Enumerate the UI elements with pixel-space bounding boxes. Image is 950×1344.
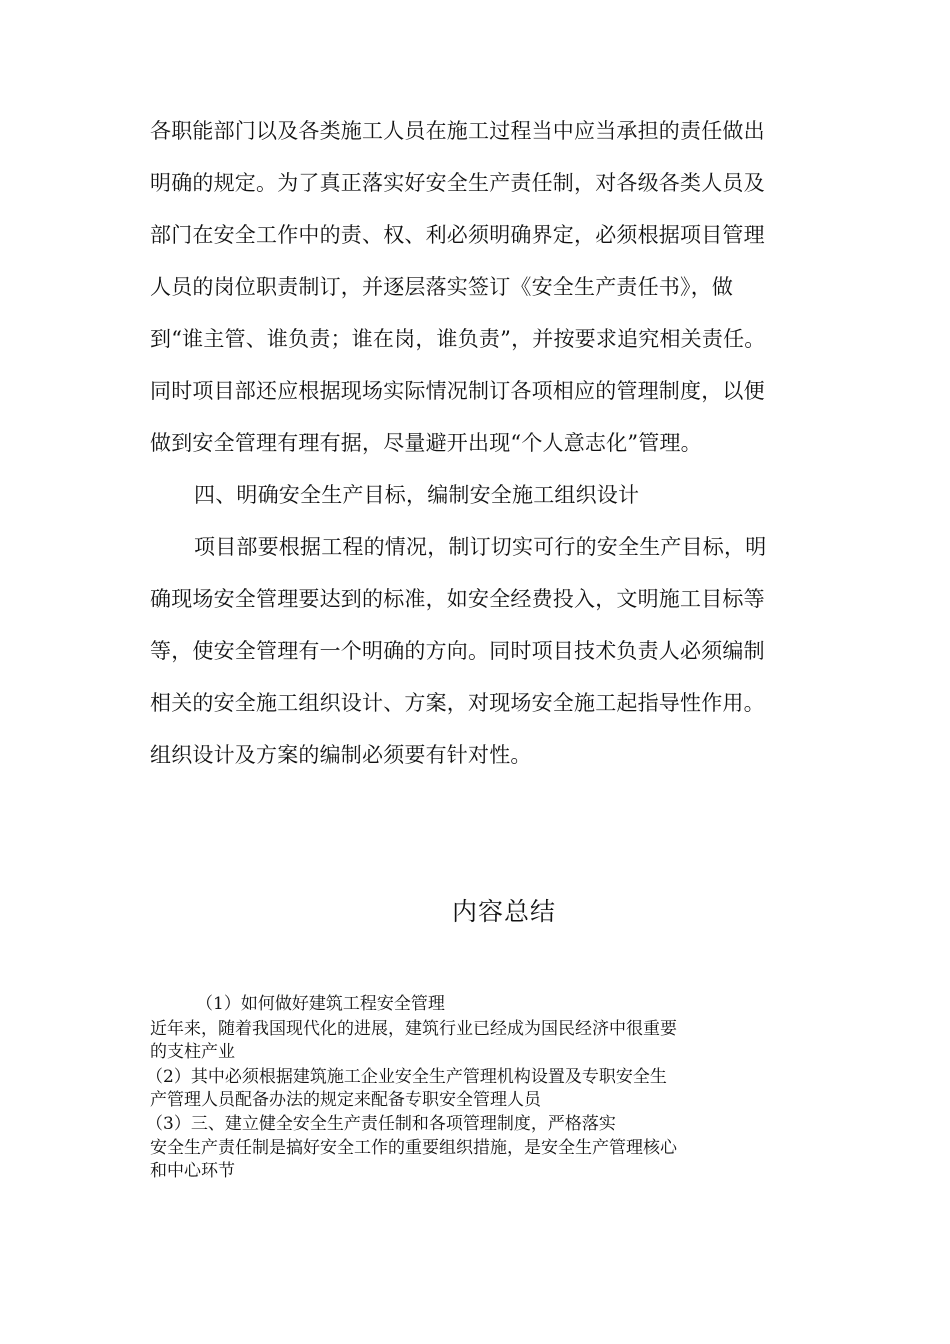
summary-line: （3）三、建立健全安全生产责任制和各项管理制度，严格落实 bbox=[146, 1114, 616, 1134]
paragraph-line: 确现场安全管理要达到的标准，如安全经费投入，文明施工目标等 bbox=[150, 587, 765, 611]
summary-line: 的支柱产业 bbox=[150, 1042, 235, 1062]
summary-title: 内容总结 bbox=[451, 897, 556, 926]
summary-line: 和中心环节 bbox=[150, 1161, 235, 1181]
paragraph-line: 组织设计及方案的编制必须要有针对性。 bbox=[150, 743, 532, 767]
summary-line: （1）如何做好建筑工程安全管理 bbox=[196, 994, 445, 1014]
paragraph-line: 等，使安全管理有一个明确的方向。同时项目技术负责人必须编制 bbox=[150, 639, 765, 663]
paragraph-line: 到“谁主管、谁负责；谁在岗，谁负责”，并按要求追究相关责任。 bbox=[150, 327, 766, 351]
summary-line: 近年来，随着我国现代化的进展，建筑行业已经成为国民经济中很重要 bbox=[150, 1019, 677, 1039]
paragraph-line: 各职能部门以及各类施工人员在施工过程当中应当承担的责任做出 bbox=[150, 119, 765, 143]
summary-line: 产管理人员配备办法的规定来配备专职安全管理人员 bbox=[150, 1090, 541, 1110]
summary-line: 安全生产责任制是搞好安全工作的重要组织措施，是安全生产管理核心 bbox=[150, 1138, 677, 1158]
paragraph-line: 部门在安全工作中的责、权、利必须明确界定，必须根据项目管理 bbox=[150, 223, 765, 247]
paragraph-line: 同时项目部还应根据现场实际情况制订各项相应的管理制度，以便 bbox=[150, 379, 765, 403]
paragraph-line: 相关的安全施工组织设计、方案，对现场安全施工起指导性作用。 bbox=[150, 691, 765, 715]
summary-line: （2）其中必须根据建筑施工企业安全生产管理机构设置及专职安全生 bbox=[146, 1067, 667, 1087]
paragraph-line: 人员的岗位职责制订，并逐层落实签订《安全生产责任书》，做 bbox=[150, 275, 734, 299]
section-heading: 四、明确安全生产目标，编制安全施工组织设计 bbox=[194, 483, 640, 507]
paragraph-line: 做到安全管理有理有据，尽量避开出现“个人意志化”管理。 bbox=[150, 431, 702, 455]
paragraph-line: 项目部要根据工程的情况，制订切实可行的安全生产目标，明 bbox=[194, 535, 767, 559]
paragraph-line: 明确的规定。为了真正落实好安全生产责任制，对各级各类人员及 bbox=[150, 171, 765, 195]
